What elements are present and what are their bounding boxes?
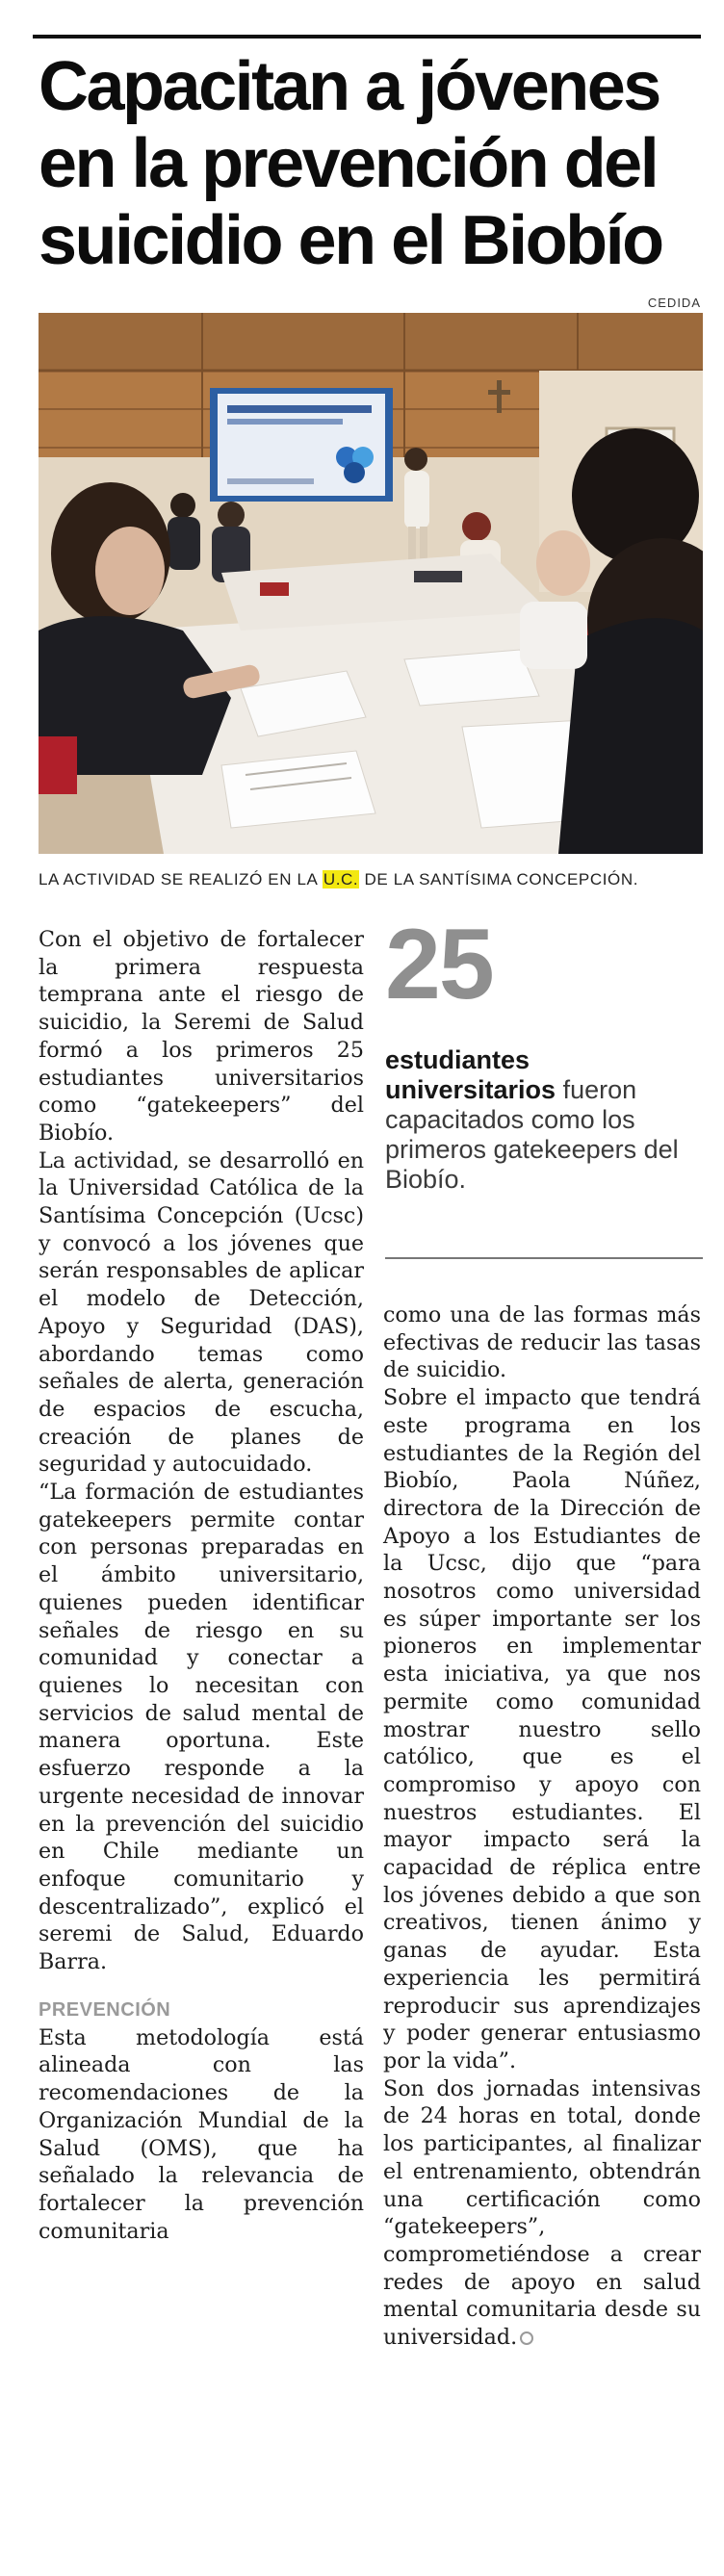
body-paragraph: como una de las formas más efectivas de reducir las tasas de suicidio. [383, 1302, 701, 1383]
body-column-right [383, 1301, 701, 2352]
caption-highlight: U.C. [323, 870, 359, 889]
caption-text-end: DE LA SANTÍSIMA CONCEPCIÓN. [359, 870, 639, 889]
body-paragraph: La actividad, se desarrolló en la Universidad Católica de la Santísima Concepción (Ucsc) y convocó a los jóvenes que serán responsables de aplicar el modelo de Detección, Apoyo y Seguridad (DAS), abordando temas como señales de alerta, generación de espacios de escucha, creación de planes de seguridad y autocuidado. [39, 1147, 364, 1478]
body-paragraph: Con el objetivo de fortalecer la primera respuesta temprana ante el riesgo de suicidio, la Seremi de Salud formó a los primeros 25 estudiantes universitarios como “gatekeepers” del Biobío. [39, 927, 364, 1146]
photo-credit: CEDIDA [647, 296, 701, 310]
photo-caption [39, 870, 712, 889]
classroom-illustration [39, 313, 703, 854]
body-paragraph-text: Son dos jornadas intensivas de 24 horas en total, donde los participantes, al finalizar el entrenamiento, obtendrán una certificación como “gatekeepers”, comprometiéndose a crear redes de apoyo en salud mental comunitaria desde su universidad. [383, 2075, 701, 2351]
fact-divider [385, 1257, 703, 1259]
top-rule [33, 35, 701, 39]
body-paragraph: “La formación de estudiantes gatekeepers permite contar con personas preparadas en el ámbito universitario, quienes pueden identificar señales de riesgo en su comunidad y conectar a quienes lo necesitan con servicios de salud mental de manera oportuna. Este esfuerzo responde a la urgente necesidad de innovar en la prevención del suicidio en Chile mediante un enfoque comunitario y descentralizado”, explicó el seremi de Salud, Eduardo Barra. [39, 1480, 364, 1975]
article-photo [39, 313, 703, 854]
headline: Capacitan a jóvenes en la prevención del suicidio en el Biobío [39, 48, 662, 279]
caption-text-start: LA ACTIVIDAD SE REALIZÓ EN LA [39, 870, 323, 889]
body-paragraph: Sobre el impacto que tendrá este programa en los estudiantes de la Región del Biobío, Paola Núñez, directora de la Dirección de Apoyo a los Estudiantes de la Ucsc, dijo que “para nosotros como universidad es súper importante ser los pioneros en implementar esta iniciativa, ya que nos permite como comunidad mostrar nuestro sello católico, que es el compromiso y apoyo con nuestros estudiantes. El mayor impacto será la capacidad de réplica entre los jóvenes debido a que son creativos, tienen ánimo y ganas de ayudar. Esta experiencia les permitirá reproducir sus aprendizajes y poder generar entusiasmo por la vida”. [383, 1385, 701, 2074]
body-column-left [39, 926, 364, 2245]
section-subhead: PREVENCIÓN [39, 1998, 171, 2021]
end-of-article-icon [520, 2331, 533, 2345]
fact-number: 25 [385, 909, 493, 1020]
body-paragraph [383, 2075, 701, 2352]
fact-strong: estudiantes universitarios [385, 1045, 556, 1104]
fact-box [385, 1045, 703, 1195]
fact-text: fueron capacitados como los primeros gatekeepers del Biobío. [385, 1075, 679, 1194]
body-paragraph: Esta metodología está alineada con las recomendaciones de la Organización Mundial de la Salud (OMS), que ha señalado la relevancia de fortalecer la prevención comunitaria [39, 2024, 364, 2244]
